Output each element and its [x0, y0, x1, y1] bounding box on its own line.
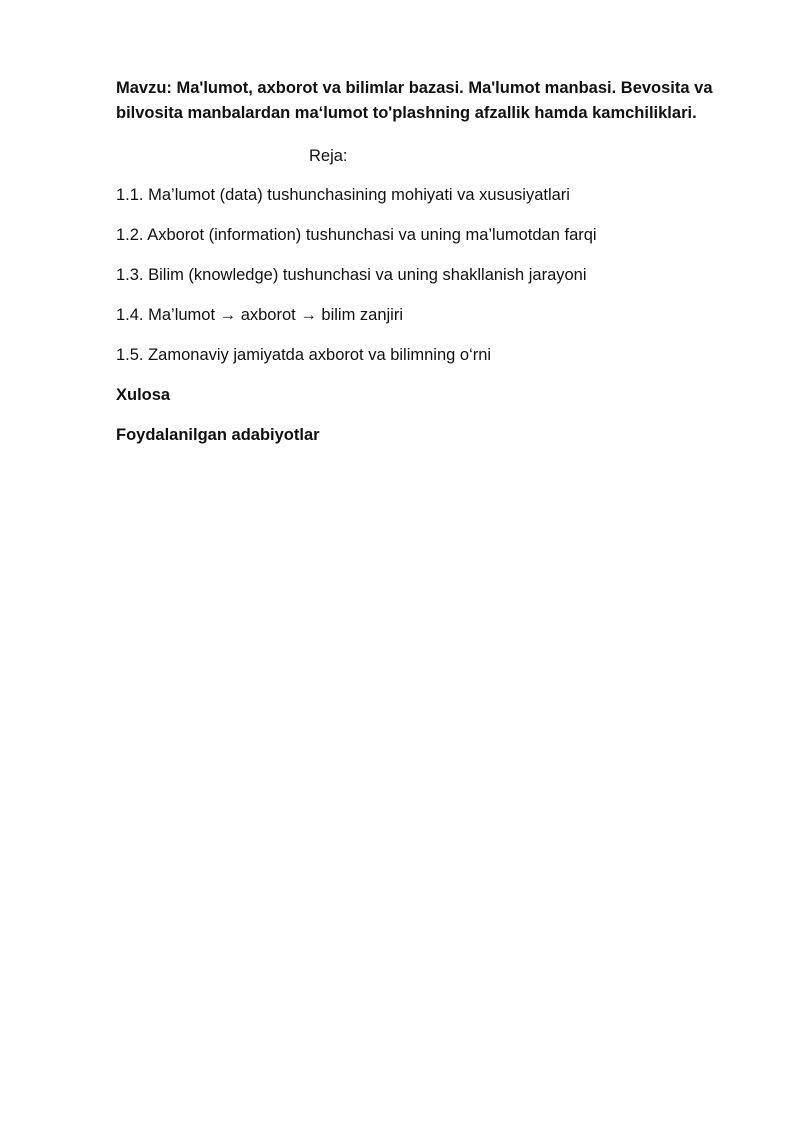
plan-item: 1.1. Ma’lumot (data) tushunchasining mohiyati va xususiyatlari [116, 186, 570, 204]
plan-item: 1.5. Zamonaviy jamiyatda axborot va bilimning o‘rni [116, 346, 492, 364]
references-item: Foydalanilgan adabiyotlar [116, 426, 320, 444]
conclusion-item: Xulosa [116, 386, 171, 404]
plan-list [116, 184, 756, 464]
plan-item: 1.3. Bilim (knowledge) tushunchasi va uning shakllanish jarayoni [116, 266, 587, 284]
plan-item: 1.2. Axborot (information) tushunchasi va uning ma’lumotdan farqi [116, 226, 597, 244]
plan-heading: Reja: [309, 147, 348, 165]
topic-title: Mavzu: Ma'lumot, axborot va bilimlar bazasi. Ma'lumot manbasi. Bevosita va bilvosita manbalardan ma‘lumot to'plashning afzallik hamda kamchiliklari. [116, 79, 713, 122]
plan-item: 1.4. Ma’lumot → axborot → bilim zanjiri [116, 306, 404, 324]
